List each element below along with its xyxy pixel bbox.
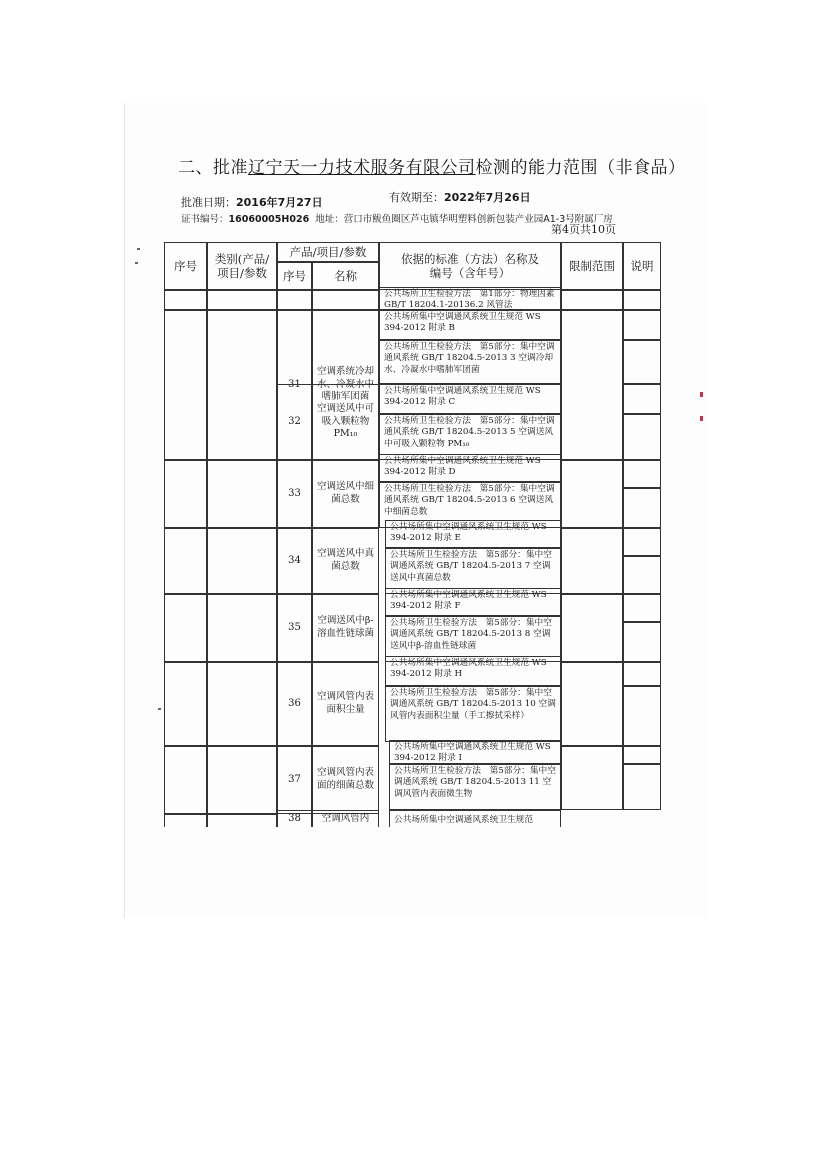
standard-cell: 公共场所卫生检验方法 第5部分：集中空调通风系统 GB/T 18204.5-2013 3 空调冷却水、冷凝水中嗜肺军团菌 (379, 340, 561, 384)
header-note: 说明 (623, 242, 661, 290)
limit-cell (561, 662, 623, 746)
capability-table (164, 242, 661, 827)
standard-cell: 公共场所卫生检验方法 第1部分：物理因素 GB/T 18204.1-20136.2 风管法 (379, 287, 561, 310)
standard-cell: 公共场所卫生检验方法 第5部分：集中空调通风系统 GB/T 18204.5-2013 8 空调送风中β-溶血性链球菌 (385, 616, 561, 662)
item-seq: 32 (277, 384, 312, 460)
row-cell (277, 290, 312, 310)
standard-cell: 公共场所卫生检验方法 第5部分：集中空调通风系统 GB/T 18204.5-2013 6 空调送风中细菌总数 (379, 482, 561, 528)
item-seq: 38 (277, 810, 312, 827)
item-name: 空调送风中β-溶血性链球菌 (312, 594, 379, 662)
page-title: 二、批准辽宁天一力技术服务有限公司检测的能力范围（非食品） (178, 158, 686, 178)
note-cell (623, 764, 661, 810)
item-name: 空调送风中可吸入颗粒物PM₁₀ (312, 384, 379, 460)
row-cell (207, 528, 277, 594)
scan-speck (158, 708, 161, 710)
row-cell (312, 290, 379, 310)
item-name: 空调风管内表面积尘量 (312, 662, 379, 746)
approve-date: 批准日期：2016年7月27日 (181, 196, 323, 209)
row-cell (164, 460, 207, 528)
standard-cell: 公共场所卫生检验方法 第5部分：集中空调通风系统 GB/T 18204.5-2013 7 空调送风中真菌总数 (385, 548, 561, 594)
row-cell (164, 814, 207, 827)
item-name: 空调系统冷却水、冷凝水中嗜肺军团菌 (312, 310, 379, 460)
note-cell (623, 686, 661, 746)
header-limit: 限制范围 (561, 242, 623, 290)
row-cell (207, 310, 277, 460)
standard-cell: 公共场所集中空调通风系统卫生规范 WS 394-2012 附录 F (385, 588, 561, 616)
limit-cell (561, 460, 623, 528)
limit-cell (561, 594, 623, 662)
standard-cell: 公共场所卫生检验方法 第5部分：集中空调通风系统 GB/T 18204.5-2013 11 空调风管内表面微生物 (389, 764, 561, 810)
note-cell (623, 290, 661, 310)
row-cell (207, 814, 277, 827)
standard-cell: 公共场所卫生检验方法 第5部分：集中空调通风系统 GB/T 18204.5-2013 10 空调风管内表面积尘量（手工擦拭采样） (385, 686, 561, 742)
limit-cell (561, 310, 623, 460)
valid-date: 有效期至：2022年7月26日 (389, 191, 531, 204)
standard-cell: 公共场所集中空调通风系统卫生规范 WS 394-2012 附录 D (379, 454, 561, 482)
note-cell (623, 460, 661, 488)
standard-cell: 公共场所卫生检验方法 第5部分：集中空调通风系统 GB/T 18204.5-2013 5 空调送风中可吸入颗粒物 PM₁₀ (379, 414, 561, 460)
standard-cell: 公共场所集中空调通风系统卫生规范 WS 394-2012 附录 H (385, 656, 561, 686)
row-cell (164, 594, 207, 662)
row-cell (164, 310, 207, 460)
row-cell (164, 290, 207, 310)
standard-cell: 公共场所集中空调通风系统卫生规范 WS 394-2012 附录 B (379, 310, 561, 340)
cert-address: 证书编号：16060005H026 地址：营口市鲅鱼圈区芦屯镇华明塑料创新包装产业园A1-3号附属厂房 (181, 214, 613, 225)
item-seq: 33 (277, 460, 312, 528)
row-cell (207, 662, 277, 746)
row-cell (207, 746, 277, 814)
header-sub-name: 名称 (312, 262, 379, 290)
scan-speck (700, 392, 703, 397)
item-name: 空调送风中真菌总数 (312, 528, 379, 594)
row-cell (164, 746, 207, 814)
note-cell (623, 594, 661, 622)
note-cell (623, 622, 661, 662)
header-category: 类别(产品/项目/参数 (207, 242, 277, 290)
row-cell (207, 460, 277, 528)
row-cell (207, 290, 277, 310)
item-seq: 36 (277, 662, 312, 746)
item-seq: 35 (277, 594, 312, 662)
page-number: 第4页共10页 (551, 223, 616, 236)
header-seq: 序号 (164, 242, 207, 290)
note-cell (623, 556, 661, 594)
row-cell (164, 662, 207, 746)
note-cell (623, 384, 661, 414)
note-cell (623, 488, 661, 528)
standard-cell: 公共场所集中空调通风系统卫生规范 WS 394-2012 附录 C (379, 384, 561, 414)
note-cell (623, 340, 661, 384)
item-name: 空调风管内表面的细菌总数 (312, 746, 379, 814)
item-seq: 31 (277, 310, 312, 460)
note-cell (623, 414, 661, 460)
note-cell (623, 310, 661, 340)
limit-cell (561, 290, 623, 310)
scan-speck (700, 416, 703, 421)
standard-cell: 公共场所集中空调通风系统卫生规范 (389, 810, 561, 827)
header-group: 产品/项目/参数 (277, 242, 379, 262)
standard-cell: 公共场所集中空调通风系统卫生规范 WS 394-2012 附录 E (385, 520, 561, 548)
item-name: 空调送风中细菌总数 (312, 460, 379, 528)
item-name: 空调风管内 (312, 810, 379, 827)
note-cell (623, 528, 661, 556)
header-sub-seq: 序号 (277, 262, 312, 290)
row-cell (207, 594, 277, 662)
row-cell (164, 528, 207, 594)
note-cell (623, 746, 661, 764)
scan-speck (137, 248, 140, 250)
item-seq: 34 (277, 528, 312, 594)
limit-cell (561, 528, 623, 594)
limit-cell (561, 746, 623, 810)
standard-cell: 公共场所集中空调通风系统卫生规范 WS 394-2012 附录 I (389, 740, 561, 764)
header-standard: 依据的标准（方法）名称及编号（含年号） (379, 242, 561, 290)
scan-speck (135, 262, 138, 264)
item-seq: 37 (277, 746, 312, 814)
note-cell (623, 662, 661, 686)
